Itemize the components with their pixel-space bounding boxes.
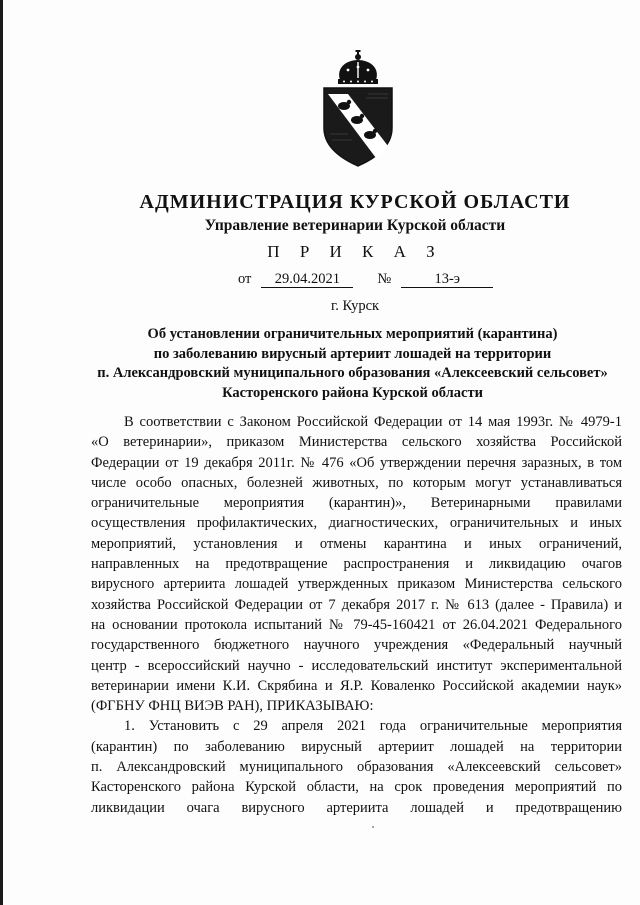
order-date: 29.04.2021 xyxy=(261,272,353,288)
body-line: числе особо опасных, болезней животных, по которым могут устанавливаться xyxy=(91,474,622,491)
city: г. Курск xyxy=(330,298,380,314)
date-number-line xyxy=(238,271,493,288)
order-subject xyxy=(85,325,620,403)
scan-edge xyxy=(0,0,3,905)
body-line: (карантин) по заболеванию вирусный артериит лошадей на территории xyxy=(91,738,622,755)
body-line: на основании протокола испытаний № 79-45-160421 от 26.04.2021 Федерального xyxy=(91,616,622,633)
date-prefix: от xyxy=(238,271,252,287)
body-line: ликвидации очага вирусного артериита лошадей и предотвращению xyxy=(91,799,622,816)
body-line: Касторенского района Курской области, на срок проведения мероприятий по xyxy=(91,779,622,796)
body-line: государственного бюджетного научного учреждения «Федеральный научный xyxy=(91,637,622,654)
subject-line: по заболеванию вирусный артериит лошадей на территории xyxy=(153,345,552,362)
subject-line: п. Александровский муниципального образования «Алексеевский сельсовет» xyxy=(97,365,608,381)
body-line: Федерации от 19 декабря 2011г. № 476 «Об утверждении перечня заразных, в том xyxy=(91,454,622,471)
body-line: В соответствии с Законом Российской Федерации от 14 мая 1993г. № 4979-1 xyxy=(124,414,622,430)
body-line: «О ветеринарии», приказом Министерства сельского хозяйства Российской xyxy=(91,434,622,451)
organization-title: АДМИНИСТРАЦИЯ КУРСКОЙ ОБЛАСТИ xyxy=(139,191,571,213)
body-line: (ФГБНУ ФНЦ ВИЭВ РАН), ПРИКАЗЫВАЮ: xyxy=(91,698,374,715)
subject-line: Об установлении ограничительных мероприятий (карантина) xyxy=(147,326,558,342)
body-line: ветеринарии имени К.И. Скрябина и Я.Р. Коваленко Российской академии наук» xyxy=(91,677,622,694)
body-line: хозяйства Российской Федерации от 7 декабря 2017 г. № 613 (далее - Правила) и xyxy=(91,596,622,613)
order-body xyxy=(91,412,622,818)
order-number: 13-э xyxy=(401,272,493,288)
body-line: ограничительные мероприятия (карантин)», Ветеринарными правилами xyxy=(91,495,622,512)
body-line: центр - всероссийский научно - исследовательский институт экспериментальной xyxy=(91,657,622,674)
coat-of-arms-icon xyxy=(318,50,398,170)
document-type: П Р И К А З xyxy=(267,242,443,261)
body-line: мероприятий, установления и отмены карантина и иных ограничений, xyxy=(91,535,622,552)
scan-speck xyxy=(372,826,374,828)
body-line: направленных на предотвращение распространения и ликвидацию очагов xyxy=(91,556,622,573)
subject-line: Касторенского района Курской области xyxy=(222,384,483,401)
body-line: 1. Установить с 29 апреля 2021 года ограничительные мероприятия xyxy=(124,718,622,735)
number-prefix: № xyxy=(377,271,392,287)
body-line: вирусного артериита лошадей утвержденных приказом Министерства сельского xyxy=(91,576,622,593)
body-line: п. Александровский муниципального образования «Алексеевский сельсовет» xyxy=(91,759,622,776)
body-line: осуществления профилактических, диагностических, ограничительных и иных xyxy=(91,515,622,532)
department-title: Управление ветеринарии Курской области xyxy=(204,217,506,234)
